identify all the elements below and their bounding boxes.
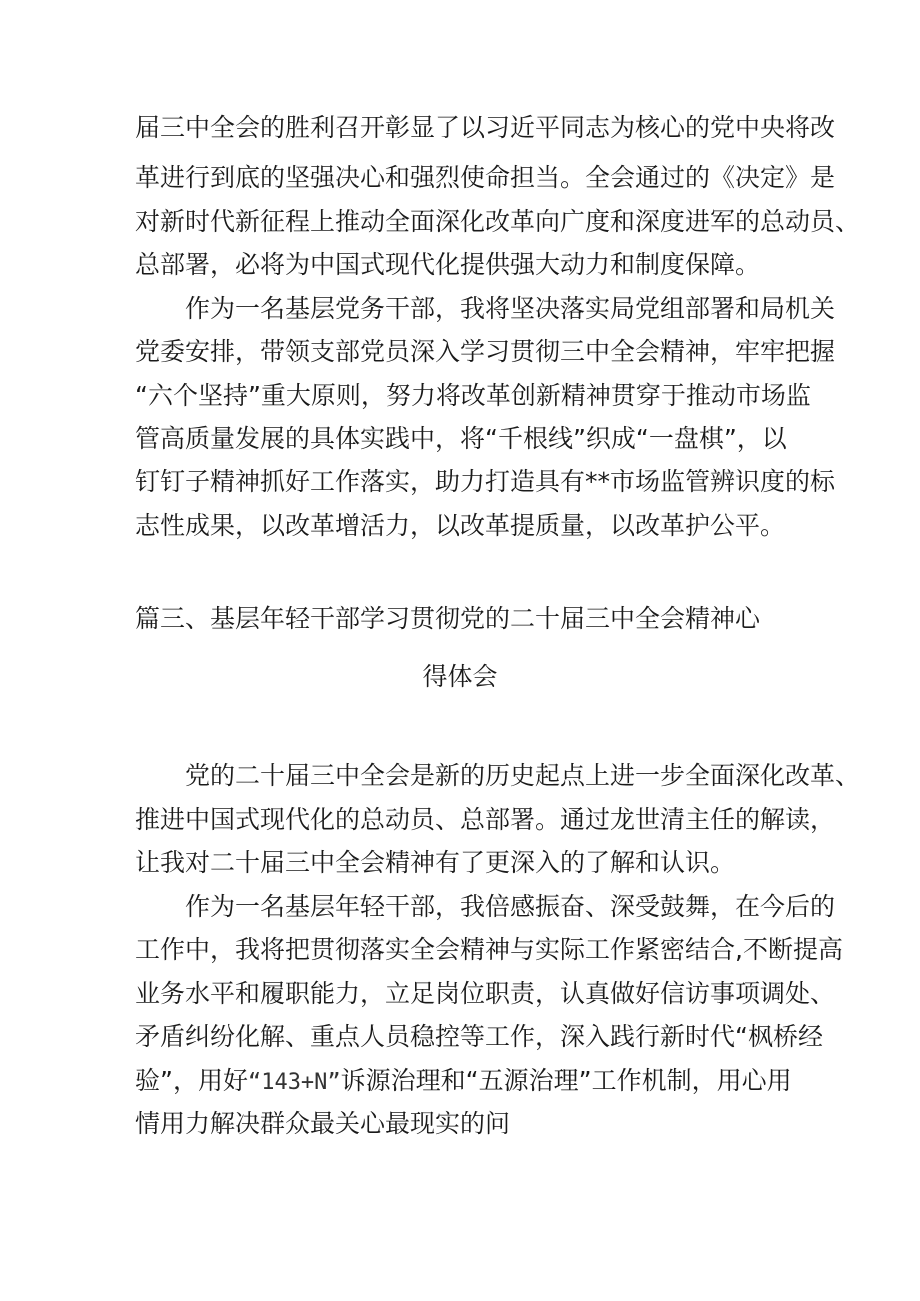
paragraph-2-line-1: 作为一名基层党务干部，我将坚决落实局党组部署和局机关 <box>185 294 836 323</box>
paragraph-4-line-5-code: “143+N” <box>247 1070 341 1095</box>
paragraph-4-line-1: 作为一名基层年轻干部，我倍感振奋、深受鼓舞，在今后的 <box>185 892 836 921</box>
paragraph-4-line-4: 矛盾纠纷化解、重点人员稳控等工作，深入践行新时代“枫桥经 <box>135 1022 823 1051</box>
paragraph-2-line-6: 志性成果，以改革增活力，以改革提质量，以改革护公平。 <box>135 511 786 540</box>
paragraph-2-line-3: “六个坚持”重大原则，努力将改革创新精神贯穿于推动市场监 <box>135 381 811 410</box>
paragraph-4-line-5 <box>135 1059 792 1103</box>
paragraph-1-line-3: 对新时代新征程上推动全面深化改革向广度和深度进军的总动员、 <box>135 207 861 236</box>
paragraph-2-line-2: 党委安排，带领支部党员深入学习贯彻三中全会精神，牢牢把握 <box>135 337 836 366</box>
paragraph-4-line-5-after: 诉源治理和“五源治理”工作机制，用心用 <box>340 1066 792 1095</box>
paragraph-4-line-2: 工作中，我将把贯彻落实全会精神与实际工作紧密结合,不断提高 <box>135 935 843 964</box>
paragraph-4-line-5-before: 验”，用好 <box>135 1066 248 1095</box>
paragraph-3-line-2: 推进中国式现代化的总动员、总部署。通过龙世清主任的解读， <box>135 805 836 834</box>
paragraph-1-line-4: 总部署，必将为中国式现代化提供强大动力和制度保障。 <box>135 250 761 279</box>
paragraph-3-line-1: 党的二十届三中全会是新的历史起点上进一步全面深化改革、 <box>185 761 861 790</box>
paragraph-1-line-1: 届三中全会的胜利召开彰显了以习近平同志为核心的党中央将改 <box>135 113 836 142</box>
paragraph-3-line-3: 让我对二十届三中全会精神有了更深入的了解和认识。 <box>135 848 736 877</box>
section-heading-line-1: 篇三、基层年轻干部学习贯彻党的二十届三中全会精神心 <box>135 604 761 633</box>
paragraph-4-line-6: 情用力解决群众最关心最现实的问 <box>135 1109 511 1138</box>
paragraph-2-line-4: 管高质量发展的具体实践中，将“千根线”织成“一盘棋”，以 <box>135 424 787 453</box>
paragraph-2-line-5: 钉钉子精神抓好工作落实，助力打造具有**市场监管辨识度的标 <box>135 467 836 496</box>
paragraph-4-line-3: 业务水平和履职能力，立足岗位职责，认真做好信访事项调处、 <box>135 979 836 1008</box>
paragraph-1-line-2: 革进行到底的坚强决心和强烈使命担当。全会通过的《决定》是 <box>135 163 836 192</box>
section-heading-line-2: 得体会 <box>422 662 498 691</box>
